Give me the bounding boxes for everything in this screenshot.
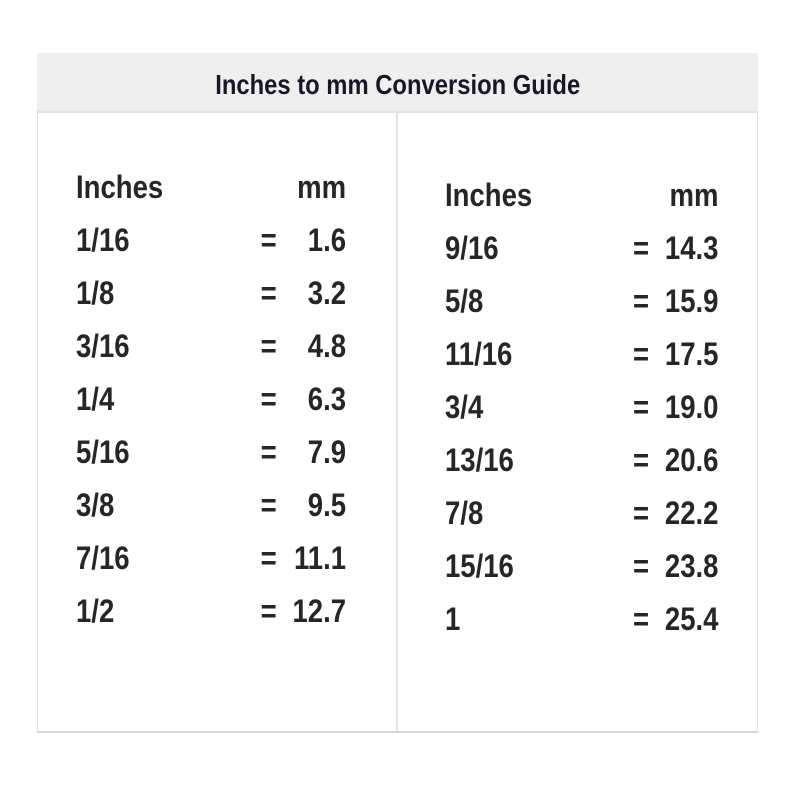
equals-sign: = [260,487,277,523]
mm-value: 14.3 [664,230,719,266]
equals-sign: = [260,434,277,470]
equals-sign: = [633,336,650,372]
conversion-column-left [76,113,346,638]
table-row [445,381,718,434]
inches-value: 7/16 [76,540,130,576]
table-row [445,434,718,487]
equals-sign: = [260,328,277,364]
table-row [76,426,346,479]
mm-value: 15.9 [664,283,719,319]
inches-value: 7/8 [445,495,484,531]
inches-value: 5/8 [445,283,484,319]
inches-column-header: Inches [76,169,164,205]
column-divider [396,113,398,731]
table-row [445,593,718,646]
equals-sign: = [260,222,277,258]
table-row [76,267,346,320]
equals-sign: = [633,442,650,478]
table-row [445,222,718,275]
table-row [76,214,346,267]
equals-sign: = [633,283,650,319]
equals-sign: = [260,381,277,417]
table-row [445,328,718,381]
mm-value: 17.5 [664,336,719,372]
mm-value: 7.9 [307,434,347,470]
equals-sign: = [260,275,277,311]
inches-value: 1/16 [76,222,130,258]
conversion-column-right [445,113,718,646]
equals-sign: = [633,495,650,531]
mm-value: 9.5 [307,487,347,523]
inches-value: 9/16 [445,230,499,266]
table-row [76,532,346,585]
table-row [76,320,346,373]
table-row [76,585,346,638]
equals-sign: = [633,389,650,425]
mm-value: 1.6 [307,222,347,258]
inches-value: 3/16 [76,328,130,364]
conversion-table [37,113,758,733]
table-row [445,275,718,328]
equals-sign: = [633,230,650,266]
inches-value: 11/16 [445,336,513,372]
mm-value: 4.8 [307,328,347,364]
mm-value: 6.3 [307,381,347,417]
inches-value: 1/8 [76,275,115,311]
inches-value: 5/16 [76,434,130,470]
table-row [445,487,718,540]
inches-column-header: Inches [445,177,533,213]
table-row [76,373,346,426]
inches-value: 3/4 [445,389,484,425]
inches-value: 1/4 [76,381,115,417]
inches-value: 15/16 [445,548,514,584]
mm-value: 22.2 [664,495,719,531]
equals-sign: = [260,593,277,629]
inches-value: 1/2 [76,593,115,629]
table-header-row [76,161,346,214]
mm-value: 12.7 [292,593,347,629]
inches-value: 1 [445,601,461,637]
equals-sign: = [260,540,277,576]
mm-value: 19.0 [664,389,719,425]
table-row [76,479,346,532]
inches-value: 13/16 [445,442,514,478]
page-title: Inches to mm Conversion Guide [215,69,580,100]
mm-column-header: mm [669,177,719,213]
mm-value: 3.2 [307,275,347,311]
table-row [445,540,718,593]
title-bar [37,53,758,113]
mm-value: 20.6 [664,442,719,478]
equals-sign: = [633,601,650,637]
mm-value: 23.8 [664,548,719,584]
table-header-row [445,169,718,222]
mm-column-header: mm [297,169,347,205]
mm-value: 11.1 [293,540,347,576]
mm-value: 25.4 [664,601,719,637]
equals-sign: = [633,548,650,584]
inches-value: 3/8 [76,487,115,523]
